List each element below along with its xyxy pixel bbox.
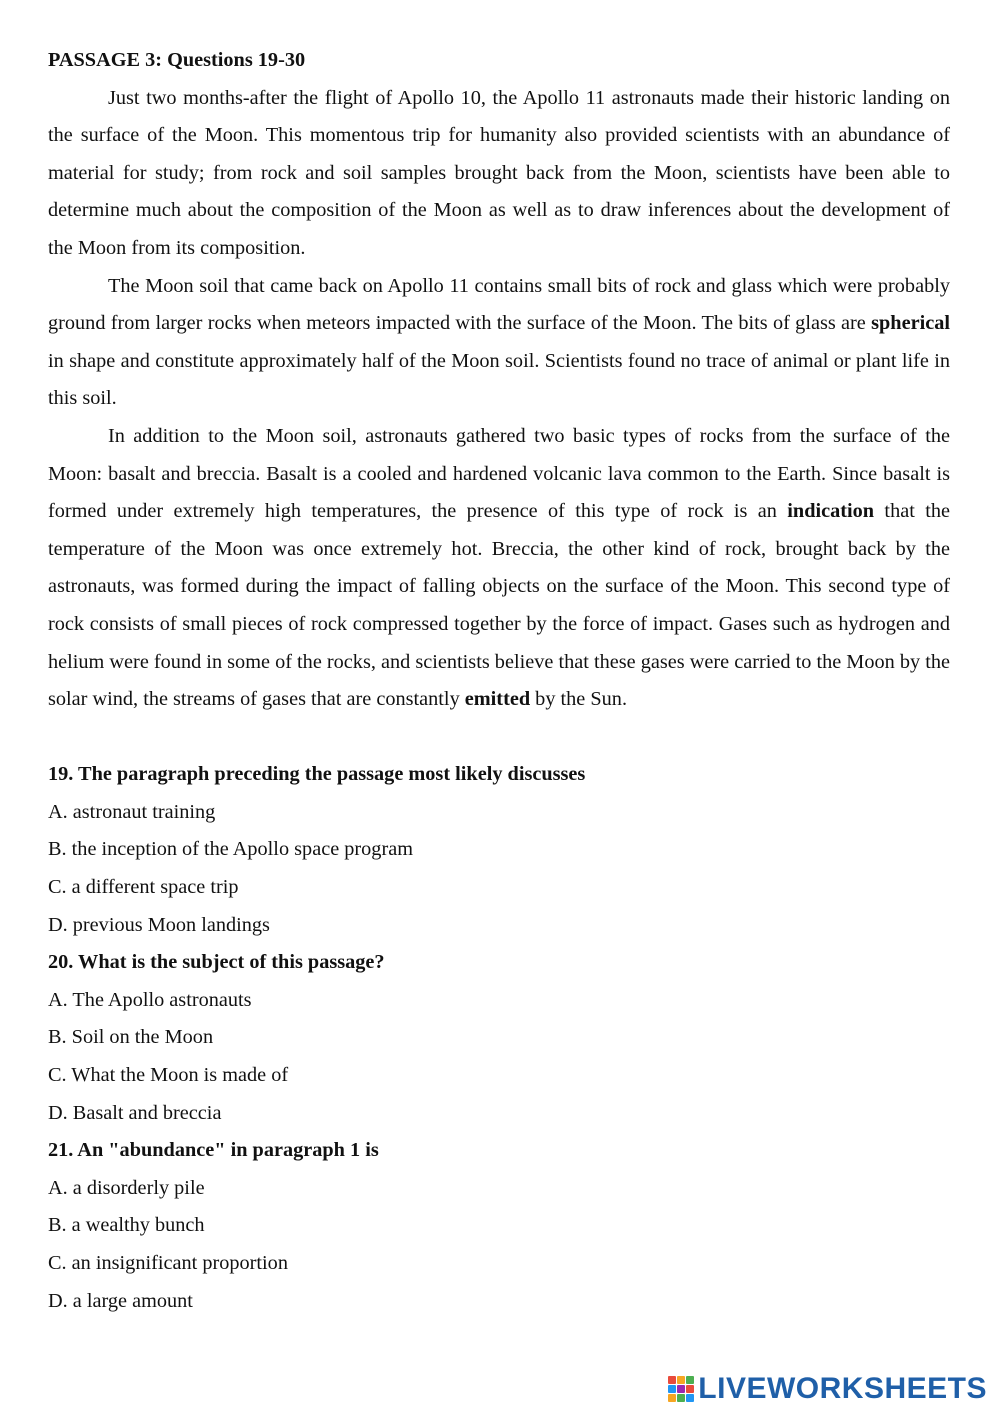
passage-text: In addition to the Moon soil, astronauts gathered two basic types of rocks from the surface of the Moon: basalt and breccia. Basalt is a cooled and hardened volcanic lava common to the Earth. Since basalt is formed under extremely high temperatures, the presence of this type of rock is an xyxy=(48,424,950,523)
highlighted-vocabulary-word: spherical xyxy=(871,312,950,335)
logo-tile xyxy=(677,1385,685,1393)
question-prompt: 19. The paragraph preceding the passage most likely discusses xyxy=(48,763,586,786)
spacer xyxy=(48,719,950,757)
answer-option[interactable]: A. astronaut training xyxy=(48,800,216,823)
logo-tile xyxy=(677,1394,685,1402)
answer-option[interactable]: C. What the Moon is made of xyxy=(48,1064,289,1087)
logo-tile xyxy=(677,1376,685,1384)
answer-option[interactable]: B. the inception of the Apollo space program xyxy=(48,838,413,861)
liveworksheets-logo-icon xyxy=(668,1376,694,1402)
passage-text: in shape and constitute approximately half of the Moon soil. Scientists found no trace of animal or plant life in this soil. xyxy=(48,349,950,410)
logo-tile xyxy=(668,1376,676,1384)
answer-option[interactable]: B. a wealthy bunch xyxy=(48,1214,205,1237)
passage-paragraph-1 xyxy=(48,80,950,268)
question-prompt: 20. What is the subject of this passage? xyxy=(48,951,385,974)
passage-paragraph-2 xyxy=(48,268,950,418)
logo-tile xyxy=(686,1394,694,1402)
passage-text: by the Sun. xyxy=(530,688,628,711)
passage-paragraph-3 xyxy=(48,418,950,719)
question-block-21 xyxy=(48,1132,950,1320)
question-block-20 xyxy=(48,944,950,1132)
logo-tile xyxy=(668,1385,676,1393)
answer-option[interactable]: D. previous Moon landings xyxy=(48,913,270,936)
answer-option[interactable]: D. a large amount xyxy=(48,1289,193,1312)
highlighted-vocabulary-word: emitted xyxy=(464,688,531,711)
highlighted-vocabulary-word: indication xyxy=(787,500,875,523)
answer-option[interactable]: C. an insignificant proportion xyxy=(48,1252,288,1274)
logo-tile xyxy=(686,1385,694,1393)
question-prompt: 21. An "abundance" in paragraph 1 is xyxy=(48,1139,379,1162)
brand-name: LIVEWORKSHEETS xyxy=(698,1372,987,1405)
passage-text: Just two months-after the flight of Apollo 10, the Apollo 11 astronauts made their historic landing on the surface of the Moon. This momentous trip for humanity also provided scientists with an abundance of material for study; from rock and soil samples brought back from the Moon, scientists have been able to determine much about the composition of the Moon as well as to draw inferences about the development of the Moon from its composition. xyxy=(48,86,950,259)
passage-text: that the temperature of the Moon was once extremely hot. Breccia, the other kind of rock, brought back by the astronauts, was formed during the impact of falling objects on the surface of the Moon. This second type of rock consists of small pieces of rock compressed together by the force of impact. Gases such as hydrogen and helium were found in some of the rocks, and scientists believe that these gases were carried to the Moon by the solar wind, the streams of gases that are constantly xyxy=(48,500,950,711)
worksheet-page xyxy=(48,42,950,1320)
passage-text: The Moon soil that came back on Apollo 11 contains small bits of rock and glass which were probably ground from larger rocks when meteors impacted with the surface of the Moon. The bits of glass are xyxy=(48,274,950,335)
answer-option[interactable]: B. Soil on the Moon xyxy=(48,1026,214,1049)
answer-option[interactable]: C. a different space trip xyxy=(48,876,239,899)
answer-option[interactable]: D. Basalt and breccia xyxy=(48,1101,222,1124)
answer-option[interactable]: A. a disorderly pile xyxy=(48,1176,205,1199)
logo-tile xyxy=(686,1376,694,1384)
liveworksheets-brand[interactable] xyxy=(668,1374,987,1404)
answer-option[interactable]: A. The Apollo astronauts xyxy=(48,988,252,1011)
passage-heading: PASSAGE 3: Questions 19-30 xyxy=(48,49,306,71)
logo-tile xyxy=(668,1394,676,1402)
question-block-19 xyxy=(48,756,950,944)
